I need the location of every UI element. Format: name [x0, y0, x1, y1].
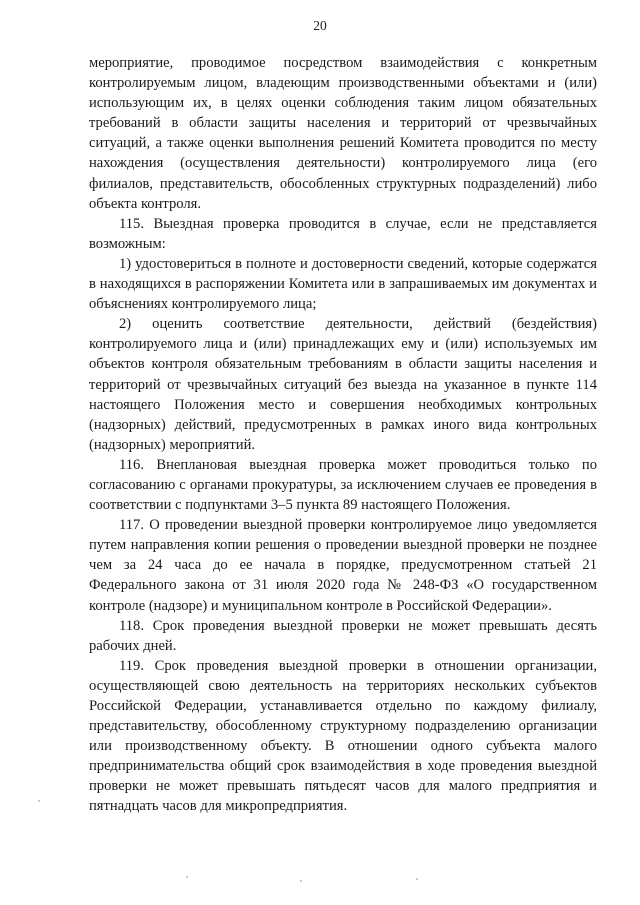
- paragraph-continuation: мероприятие, проводимое посредством взаимодействия с конкретным контролируемым лицом, владеющим производственными объектами и (или) использующим их, в целях оценки соблюдения таким лицом обязательных требований в области защиты населения и территорий от чрезвычайных ситуаций, а также оценки выполнения решений Комитета проводится по месту нахождения (осуществления деятельности) контролируемого лица (его филиалов, представительств, обособленных структурных подразделений) либо объекта контроля.: [89, 55, 597, 212]
- paragraph-item-117: 117. О проведении выездной проверки контролируемое лицо уведомляется путем направления копии решения о проведении выездной проверки не позднее чем за 24 часа до ее начала в порядке, предусмотренном статьей 21 Федерального закона от 31 июля 2020 года № 248-ФЗ «О государственном контроле (надзоре) и муниципальном контроле в Российской Федерации».: [89, 517, 597, 614]
- paragraph-item-118: 118. Срок проведения выездной проверки не может превышать десять рабочих дней.: [89, 617, 597, 654]
- paragraph-item-119: 119. Срок проведения выездной проверки в отношении организации, осуществляющей свою деятельность на территориях нескольких субъектов Российской Федерации, устанавливается отдельно по каждому филиалу, представительству, обособленному структурному подразделению организации или производственному объекту. В отношении одного субъекта малого предпринимательства общий срок взаимодействия в ходе проведения выездной проверки не может превышать пятьдесят часов для малого предприятия и пятнадцать часов для микропредприятия.: [89, 657, 597, 815]
- scan-speck: [186, 876, 188, 878]
- paragraph-item-116: 116. Внеплановая выездная проверка может проводиться только по согласованию с органами прокуратуры, за исключением случаев ее проведения в соответствии с подпунктами 3–5 пункта 89 настоящего Положения.: [89, 456, 597, 514]
- paragraph-item-115-2: 2) оценить соответствие деятельности, действий (бездействия) контролируемого лица и (или) принадлежащих ему и (или) используемых им объектов контроля обязательным требованиям в области защиты населения и территорий от чрезвычайных ситуаций без выезда на указанное в пункте 114 настоящего Положения место и совершения необходимых контрольных (надзорных) действий, предусмотренных в рамках иного вида контрольных (надзорных) мероприятий.: [89, 316, 597, 453]
- page-number: 20: [313, 18, 327, 33]
- scan-speck: [38, 800, 40, 802]
- paragraph-item-115: 115. Выездная проверка проводится в случае, если не представляется возможным:: [89, 215, 597, 252]
- paragraph-item-115-1: 1) удостовериться в полноте и достоверности сведений, которые содержатся в находящихся в распоряжении Комитета или в запрашиваемых им документах и объяснениях контролируемого лица;: [89, 255, 597, 313]
- scan-speck: [416, 878, 418, 880]
- scan-speck: [300, 880, 302, 882]
- document-body: [89, 53, 597, 817]
